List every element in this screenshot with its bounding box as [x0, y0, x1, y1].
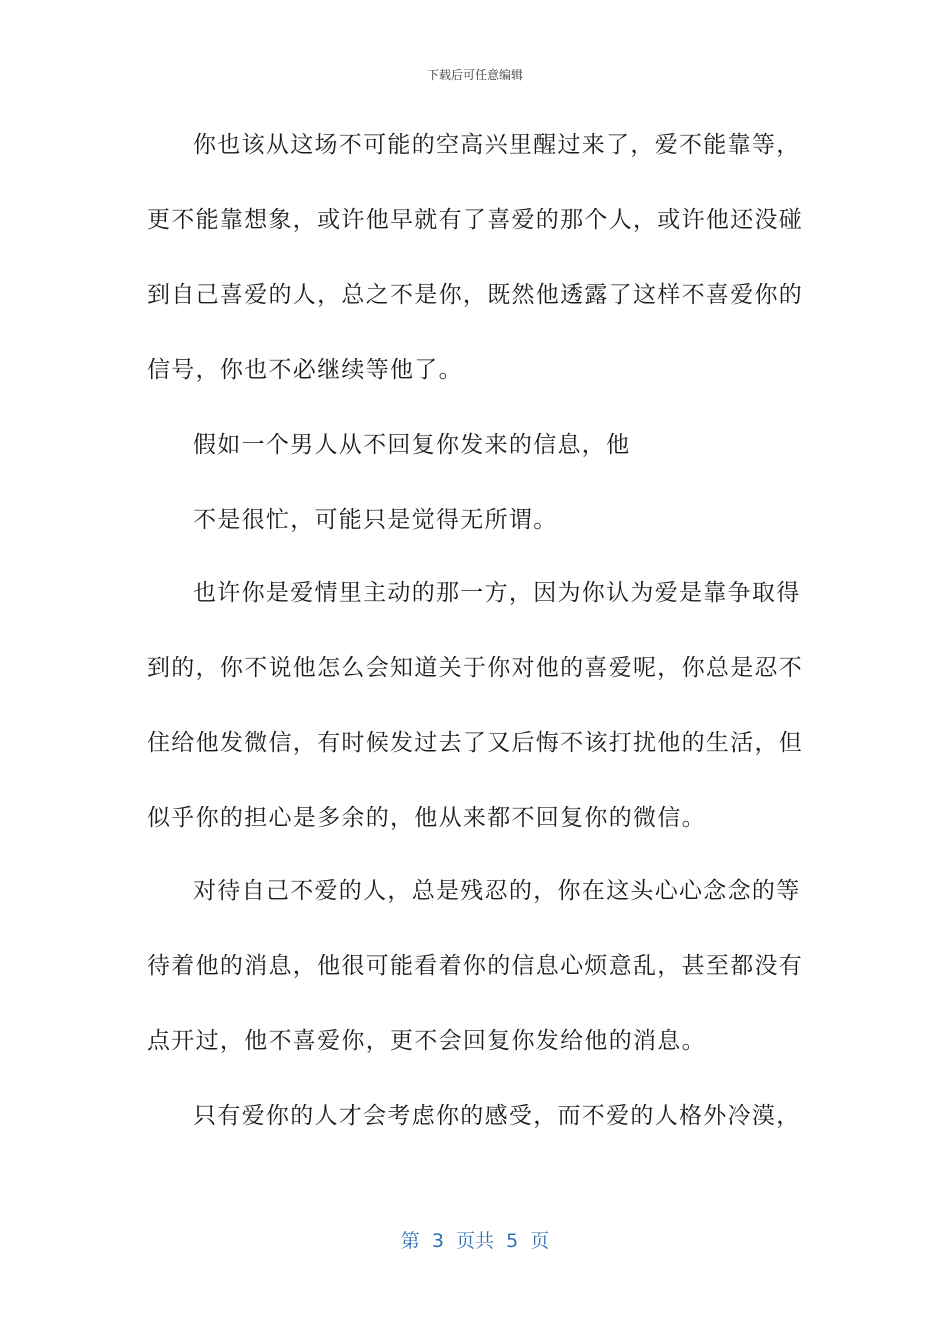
page-number: 第 3 页共 5 页	[400, 1230, 550, 1252]
text-line: 似乎你的担心是多余的，他从来都不回复你的微信。	[147, 805, 706, 831]
text-line: 信号，你也不必继续等他了。	[147, 357, 463, 383]
text-line: 你也该从这场不可能的空高兴里醒过来了，爱不能靠等，	[193, 132, 801, 158]
text-line: 到的，你不说他怎么会知道关于你对他的喜爱呢，你总是忍不	[147, 655, 804, 681]
text-line: 也许你是爱情里主动的那一方，因为你认为爱是靠争取得	[193, 580, 801, 606]
text-line: 到自己喜爱的人，总之不是你，既然他透露了这样不喜爱你的	[147, 282, 804, 308]
text-line: 对待自己不爱的人，总是残忍的，你在这头心心念念的等	[193, 878, 801, 904]
text-line: 不是很忙，可能只是觉得无所谓。	[193, 507, 558, 533]
text-line: 假如一个男人从不回复你发来的信息，他	[193, 432, 631, 458]
page-header: 下载后可任意编辑	[426, 68, 523, 82]
text-line: 只有爱你的人才会考虑你的感受，而不爱的人格外冷漠，	[193, 1103, 801, 1129]
text-line: 待着他的消息，他很可能看着你的信息心烦意乱，甚至都没有	[147, 953, 804, 979]
text-line: 点开过，他不喜爱你，更不会回复你发给他的消息。	[147, 1028, 706, 1054]
text-line: 更不能靠想象，或许他早就有了喜爱的那个人，或许他还没碰	[147, 207, 804, 233]
text-line: 住给他发微信，有时候发过去了又后悔不该打扰他的生活，但	[147, 730, 804, 756]
